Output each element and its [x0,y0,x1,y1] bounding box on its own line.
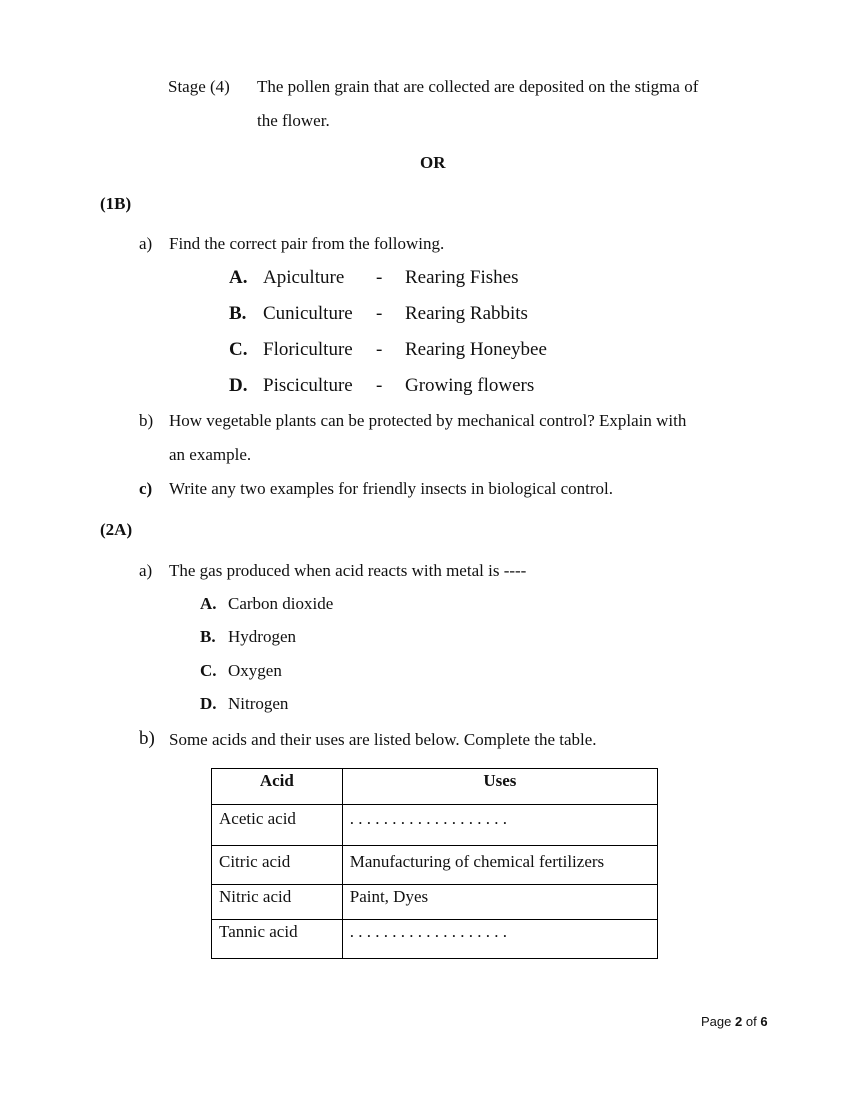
table-cell-acid: Tannic acid [212,920,343,959]
option-dash: - [376,267,383,288]
option-text: Hydrogen [228,627,296,646]
page-total: 6 [760,1014,768,1029]
table-cell-use: Manufacturing of chemical fertilizers [342,846,657,885]
q2a-a-text: The gas produced when acid reacts with metal is ---- [169,561,527,580]
table-header-row [212,769,658,805]
q2a-b-marker: b) [139,728,155,749]
q1b-b-text-line-2: an example. [169,445,252,464]
option-letter: D. [200,694,217,713]
table-cell-acid: Nitric acid [212,885,343,920]
option-meaning: Rearing Honeybee [405,339,547,360]
q1b-c-marker: c) [139,479,153,498]
question-2a-number: (2A) [100,520,133,539]
stage-label: Stage (4) [168,77,230,96]
or-separator: OR [420,153,446,172]
option-letter: B. [229,303,247,324]
option-dash: - [376,303,383,324]
table-cell-use-blank: . . . . . . . . . . . . . . . . . . . [342,920,657,959]
q1b-a-text: Find the correct pair from the following. [169,234,445,253]
page-word: Page [701,1014,732,1029]
option-dash: - [376,339,383,360]
option-term: Apiculture [263,267,345,288]
table-row [212,846,658,885]
q1b-b-text-line-1: How vegetable plants can be protected by mechanical control? Explain with [169,411,687,430]
stage-text-line-2: the flower. [257,111,330,130]
option-term: Floriculture [263,339,353,360]
q1b-b-marker: b) [139,411,154,430]
option-letter: D. [229,375,248,396]
question-1b-number: (1B) [100,194,132,213]
page-of-word: of [745,1014,757,1029]
table-header-acid: Acid [212,769,343,805]
option-meaning: Rearing Fishes [405,267,519,288]
acid-uses-table [211,768,658,959]
table-row [212,920,658,959]
q1b-a-marker: a) [139,234,153,253]
option-text: Nitrogen [228,694,289,713]
option-text: Oxygen [228,661,282,680]
table-row [212,885,658,920]
table-cell-use: Paint, Dyes [342,885,657,920]
option-meaning: Growing flowers [405,375,535,396]
q1b-c-text: Write any two examples for friendly insects in biological control. [169,479,614,498]
table-cell-acid: Citric acid [212,846,343,885]
option-term: Cuniculture [263,303,353,324]
q2a-b-text: Some acids and their uses are listed below. Complete the table. [169,730,597,749]
option-meaning: Rearing Rabbits [405,303,528,324]
option-text: Carbon dioxide [228,594,334,613]
option-letter: B. [200,627,216,646]
option-letter: C. [229,339,248,360]
page-number [701,1014,768,1029]
table-cell-use-blank: . . . . . . . . . . . . . . . . . . . [342,805,657,846]
page-current: 2 [735,1014,743,1029]
table-row [212,805,658,846]
stage-text-line-1: The pollen grain that are collected are deposited on the stigma of [257,77,699,96]
option-letter: A. [229,267,248,288]
option-letter: C. [200,661,217,680]
q2a-a-marker: a) [139,561,153,580]
option-term: Pisciculture [263,375,353,396]
table-cell-acid: Acetic acid [212,805,343,846]
table-header-uses: Uses [342,769,657,805]
option-dash: - [376,375,383,396]
option-letter: A. [200,594,217,613]
